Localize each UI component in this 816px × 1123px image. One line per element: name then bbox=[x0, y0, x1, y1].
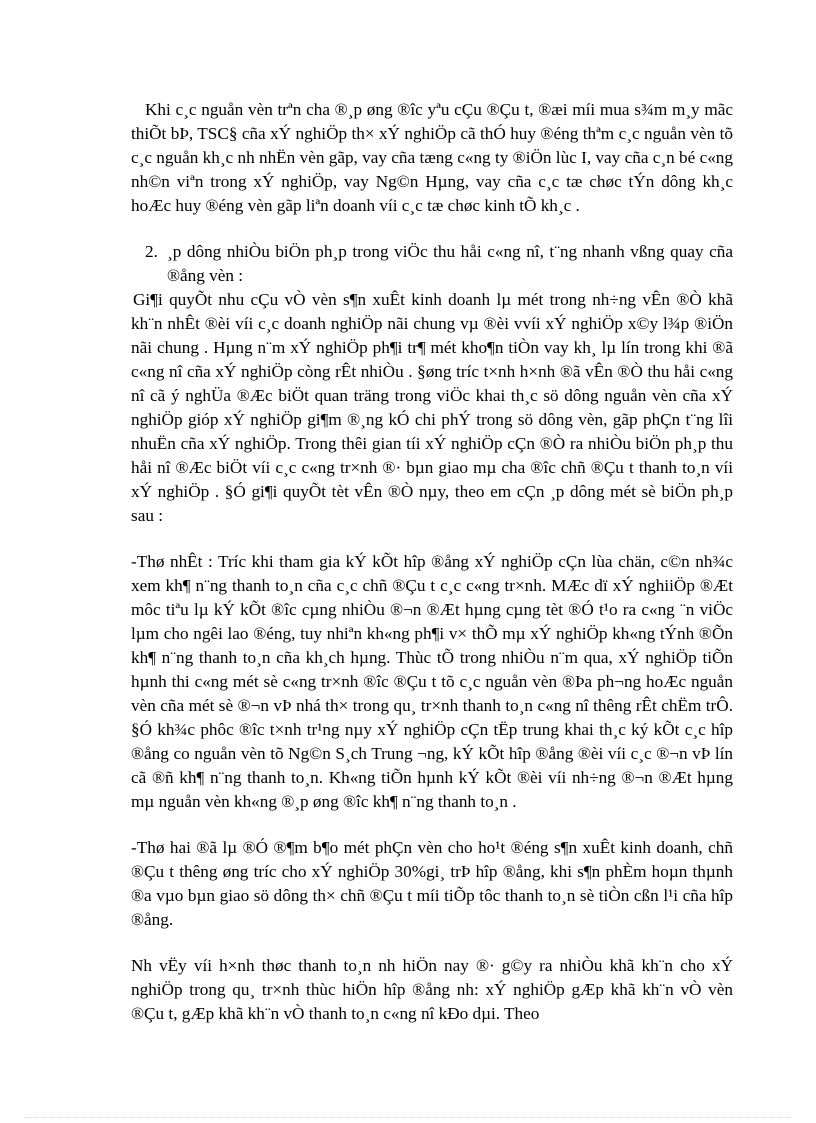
body-paragraph: Gi¶i quyÕt nhu cÇu vÒ vèn s¶n xuÊt kinh doanh lµ mét trong nh÷ng vÊn ®Ò khã kh¨n nhÊt ®èi víi c¸c doanh nghiÖp nãi chung vµ ®èi vvíi xÝ nghiÖp x©y l¾p ®iÖn nãi chung . Hµng n¨m xÝ nghiÖp ph¶i tr¶ mét kho¶n tiÒn vay kh¸ lµ lín trong khi ®ã c«ng nî cña xÝ nghiÖp còng rÊt nhiÒu . §øng tríc t×nh h×nh ®ã vÊn ®Ò thu håi c«ng nî cã ý nghÜa ®Æc biÖt quan träng trong viÖc khai th¸c sö dông nguån vèn cña xÝ nghiÖp gióp xÝ nghiÖp gi¶m ®¸ng kÓ chi phÝ trong sö dông vèn, gãp phÇn t¨ng lîi nhuËn cña xÝ nghiÖp. Trong thêi gian tíi xÝ nghiÖp cÇn ®Ò ra nhiÒu biÖn ph¸p thu håi nî ®Æc biÖt víi c¸c c«ng tr×nh ®· bµn giao mµ cha ®îc chñ ®Çu t thanh to¸n víi xÝ nghiÖp . §Ó gi¶i quyÕt tèt vÊn ®Ò nµy, theo em cÇn ¸p dông mét sè biÖn ph¸p sau : bbox=[131, 290, 733, 525]
page-bottom-rule bbox=[24, 1117, 792, 1118]
section-heading-text: ¸p dông nhiÒu biÖn ph¸p trong viÖc thu håi c«ng nî, t¨ng nhanh vßng quay cña ®ång vèn : bbox=[167, 242, 733, 285]
document-body bbox=[131, 98, 733, 1026]
body-paragraph: -Thø hai ®ã lµ ®Ó ®¶m b¶o mét phÇn vèn cho ho¹t ®éng s¶n xuÊt kinh doanh, chñ ®Çu t thêng øng tríc cho xÝ nghiÖp 30%gi¸ trÞ hîp ®ång, khi s¶n phÈm hoµn thµnh ®a vµo bµn giao sö dông th× chñ ®Çu t míi tiÕp tôc thanh to¸n sè tiÒn cßn l¹i cña hîp ®ång. bbox=[131, 838, 733, 929]
body-paragraph: Khi c¸c nguån vèn trªn cha ®¸p øng ®îc yªu cÇu ®Çu t, ®æi míi mua s¾m m¸y mãc thiÕt bÞ, TSC§ cña xÝ nghiÖp th× xÝ nghiÖp cã thÓ huy ®éng thªm c¸c nguån vèn tõ c¸c nguån kh¸c nh nhËn vèn gãp, vay cña tæng c«ng ty ®iÖn lùc I, vay cña c¸n bé c«ng nh©n viªn trong xÝ nghiÖp, vay Ng©n Hµng, vay cña c¸c tæ chøc tÝn dông kh¸c hoÆc huy ®éng vèn gãp liªn doanh víi c¸c tæ chøc kinh tÕ kh¸c . bbox=[131, 100, 733, 215]
section-number: 2. bbox=[145, 242, 158, 261]
section-heading bbox=[131, 240, 733, 288]
body-paragraph: Nh vËy víi h×nh thøc thanh to¸n nh hiÖn nay ®· g©y ra nhiÒu khã kh¨n cho xÝ nghiÖp trong qu¸ tr×nh thùc hiÖn hîp ®ång nh: xÝ nghiÖp gÆp khã kh¨n vÒ vèn ®Çu t, gÆp khã kh¨n vÒ thanh to¸n c«ng nî kÐo dµi. Theo bbox=[131, 956, 733, 1023]
body-paragraph: -Thø nhÊt : Tríc khi tham gia kÝ kÕt hîp ®ång xÝ nghiÖp cÇn lùa chän, c©n nh¾c xem kh¶ n¨ng thanh to¸n cña c¸c chñ ®Çu t c¸c c«ng tr×nh. MÆc dï xÝ nghiiÖp ®Æt môc tiªu lµ kÝ kÕt ®îc cµng nhiÒu ®¬n ®Æt hµng cµng tèt ®Ó t¹o ra c«ng ¨n viÖc lµm cho ngêi lao ®éng, tuy nhiªn kh«ng ph¶i v× thÕ mµ xÝ nghiÖp kh«ng tÝnh ®Õn kh¶ n¨ng thanh to¸n cña kh¸ch hµng. Thùc tÕ trong nhiÒu n¨m qua, xÝ nghiÖp tiÕn hµnh thi c«ng mét sè c«ng tr×nh ®îc ®Çu t tõ c¸c nguån vèn ®Þa ph¬ng hoÆc nguån vèn cña mét sè ®¬n vÞ nhá th× trong qu¸ tr×nh thanh to¸n c«ng nî thêng rÊt chËm trÔ. §Ó kh¾c phôc ®îc t×nh tr¹ng nµy xÝ nghiÖp cÇn tËp trung khai th¸c ký kÕt c¸c hîp ®ång co nguån vèn tõ Ng©n S¸ch Trung ¬ng, kÝ kÕt hîp ®ång ®èi víi c¸c ®¬n vÞ lín cã ®ñ kh¶ n¨ng thanh to¸n. Kh«ng tiÕn hµnh kÝ kÕt ®èi víi nh÷ng ®¬n ®Æt hµng mµ nguån vèn kh«ng ®¸p øng ®îc kh¶ n¨ng thanh to¸n . bbox=[131, 552, 733, 811]
